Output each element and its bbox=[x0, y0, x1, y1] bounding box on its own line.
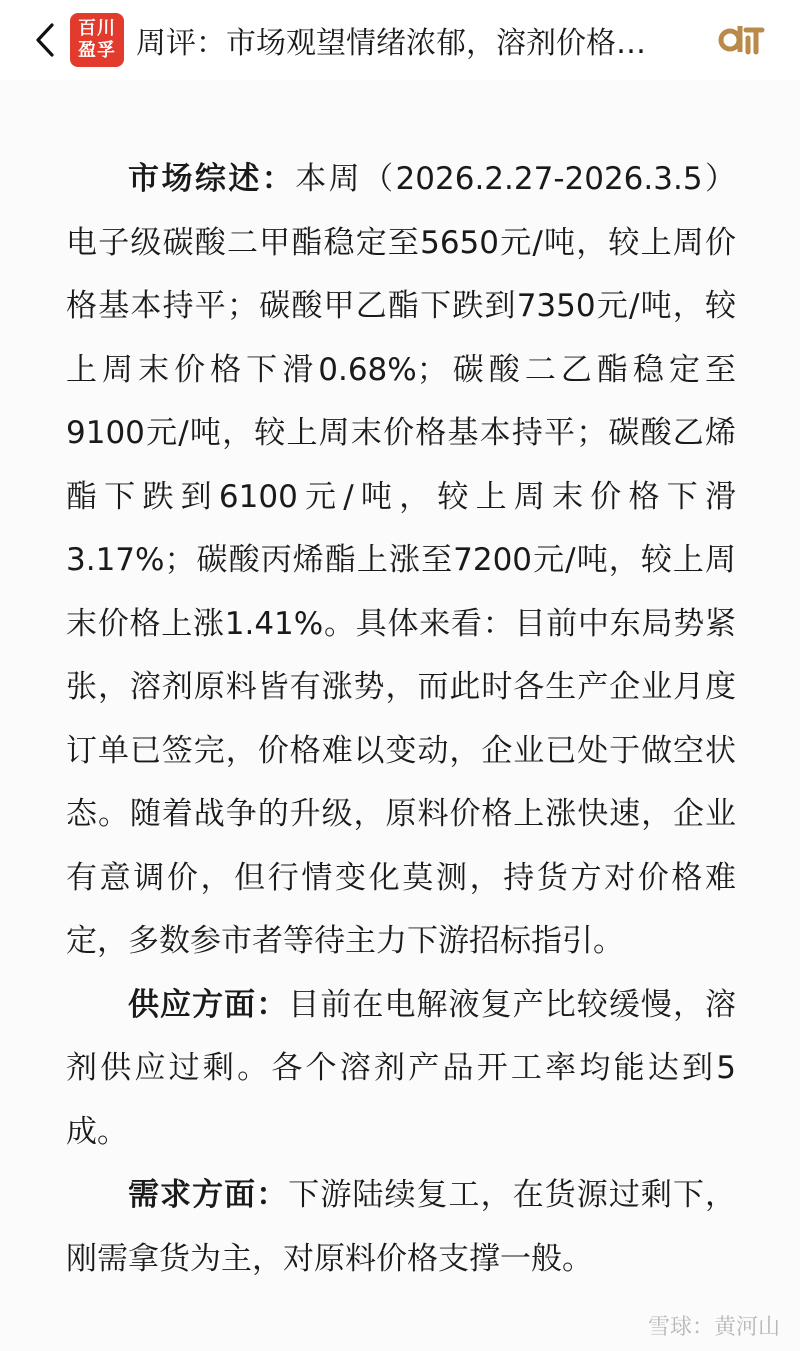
publisher-logo[interactable] bbox=[70, 13, 124, 67]
app-header bbox=[0, 0, 800, 80]
paragraph-text: 目前在电解液复产比较缓慢，溶剂供应过剩。各个溶剂产品开工率均能达到5成。 bbox=[66, 986, 737, 1150]
article-content bbox=[66, 148, 736, 1291]
section-heading: 市场综述： bbox=[128, 161, 296, 197]
article-title: 周评：市场观望情绪浓郁，溶剂价格… bbox=[136, 26, 646, 61]
paragraph-text: 本周（2026.2.27-2026.3.5）电子级碳酸二甲酯稳定至5650元/吨，较上周价格基本持平；碳酸甲乙酯下跌到7350元/吨，较上周末价格下滑0.68%；碳酸二乙酯稳定至9100元/吨，较上周末价格基本持平；碳酸乙烯酯下跌到6100元/吨，较上周末价格下滑3.17%；碳酸丙烯酯上涨至7200元/吨，较上周末价格上涨1.41%。具体来看：目前中东局势紧张，溶剂原料皆有涨势，而此时各生产企业月度订单已签完，价格难以变动，企业已处于做空状态。随着战争的升级，原料价格上涨快速，企业有意调价，但行情变化莫测，持货方对价格难定，多数参市者等待主力下游招标指引。 bbox=[66, 161, 736, 959]
chevron-left-icon bbox=[35, 23, 55, 57]
section-heading: 需求方面： bbox=[128, 1177, 289, 1213]
watermark: 雪球：黄河山 bbox=[647, 1315, 780, 1340]
paragraph-demand bbox=[66, 1164, 736, 1291]
article-body bbox=[0, 80, 800, 1351]
paragraph-supply bbox=[66, 974, 736, 1165]
logo-line-2: 盈孚 bbox=[78, 40, 116, 61]
logo-line-1: 百川 bbox=[78, 18, 116, 39]
listen-icon[interactable] bbox=[718, 18, 766, 67]
section-heading: 供应方面： bbox=[128, 986, 289, 1023]
paragraph-text: 下游陆续复工，在货源过剩下，刚需拿货为主，对原料价格支撑一般。 bbox=[66, 1177, 737, 1277]
back-button[interactable] bbox=[32, 20, 58, 60]
paragraph-market-summary bbox=[66, 148, 736, 974]
